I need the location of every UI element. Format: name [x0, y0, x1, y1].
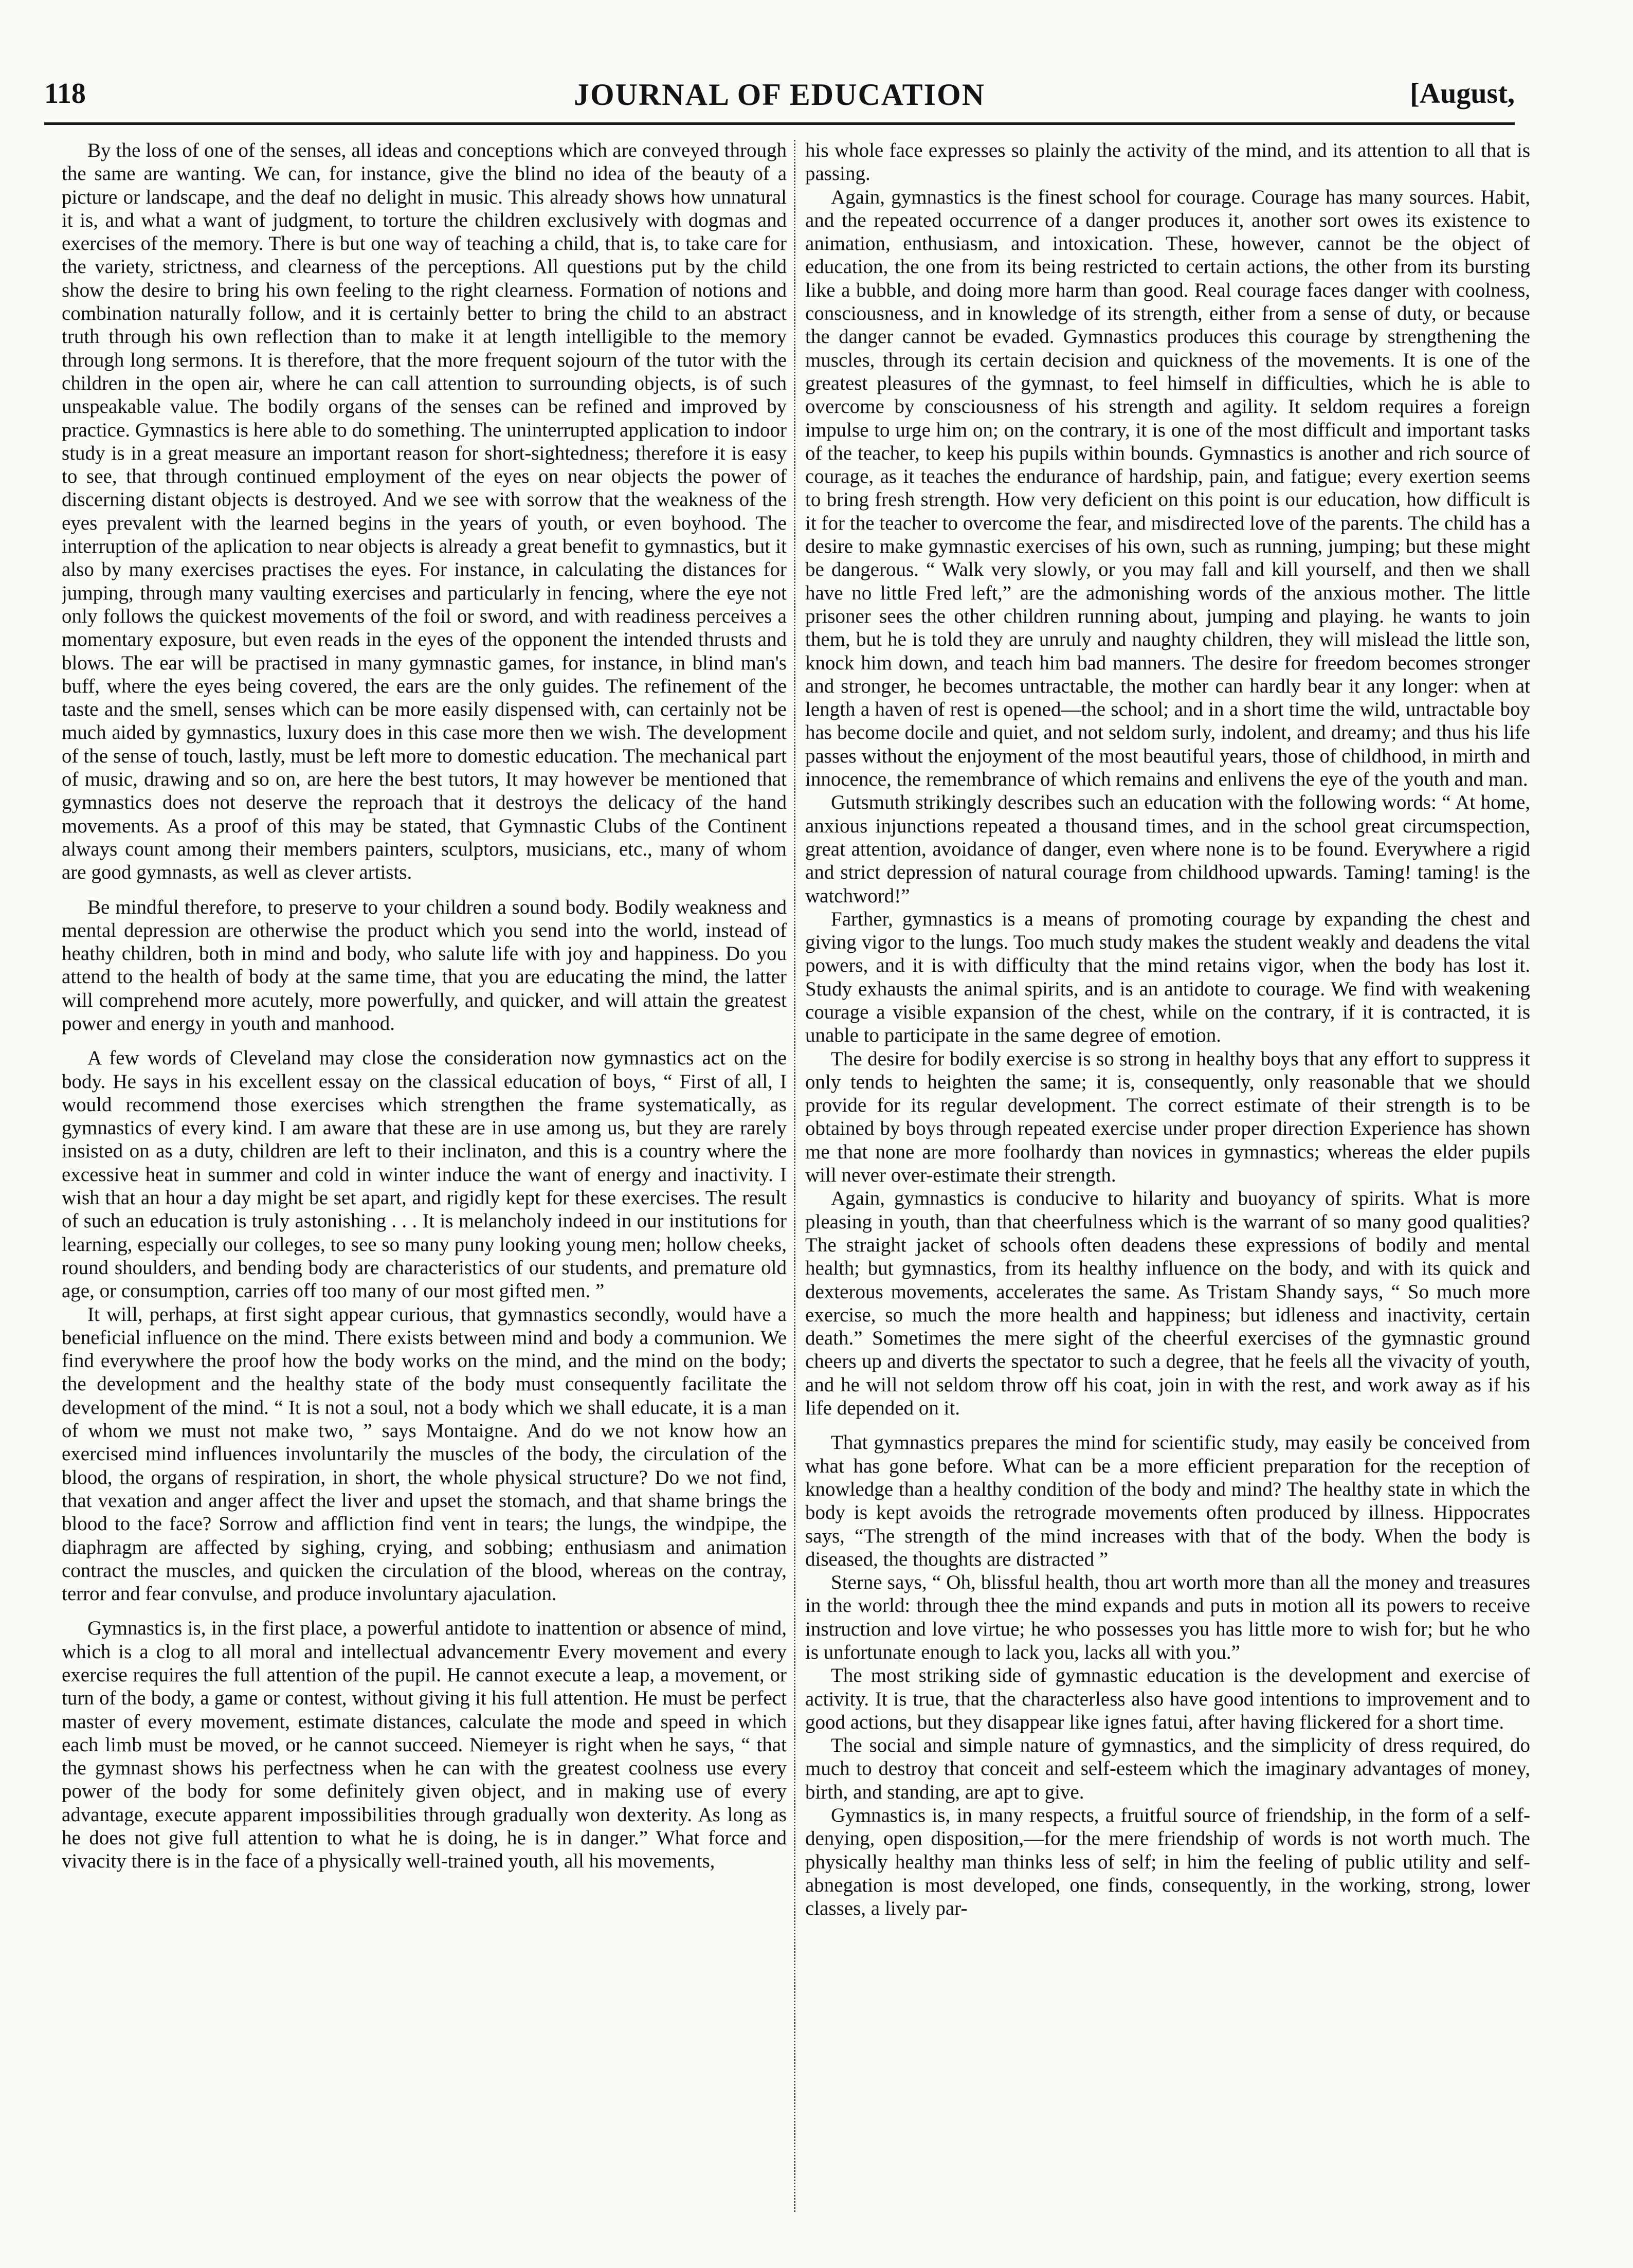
paragraph: Be mindful therefore, to preserve to your children a sound body. Bodily weakness and mental depression are otherwise the product which you send into the world, instead of heathy children, both in mind and body, who salute life with joy and happiness. Do you attend to the health of body at the same time, that you are educating the mind, the latter will comprehend more acutely, more powerfully, and quicker, and will attain the greatest power and energy in youth and manhood. — [62, 896, 787, 1035]
paragraph: Again, gymnastics is conducive to hilarity and buoyancy of spirits. What is more pleasing in youth, than that cheerfulness which is the warrant of so many good qualities? The straight jacket of schools often deadens these expressions of bodily and mental health; but gymnastics, from its healthy influence on the body, and with its quick and dexterous movements, accelerates the same. As Tristam Shandy says, “ So much more exercise, so much the more health and happiness; but idleness and inactivity, certain death.” Sometimes the mere sight of the cheerful exercises of the gymnastic ground cheers up and diverts the spectator to such a degree, that he feels all the vivacity of youth, and he will not seldom throw off his coat, join in with the rest, and work away as if his life depended on it. — [805, 1187, 1530, 1420]
journal-title: JOURNAL OF EDUCATION — [573, 78, 986, 112]
column-divider — [794, 140, 795, 2212]
paragraph: The social and simple nature of gymnastics, and the simplicity of dress required, do much to destroy that conceit and self-esteem which the imaginary advantages of money, birth, and standing, are apt to give. — [805, 1734, 1530, 1803]
paragraph: The desire for bodily exercise is so strong in healthy boys that any effort to suppress it only tends to heighten the same; it is, consequently, only reasonable that we should provide for its regular development. The correct estimate of their strength is to be obtained by boys through repeated exercise under proper direction Experience has shown me that none are more foolhardy than novices in gymnastics; whereas the elder pupils will never over-estimate their strength. — [805, 1047, 1530, 1187]
paragraph: his whole face expresses so plainly the activity of the mind, and its attention to all that is passing. — [805, 139, 1530, 185]
issue-month: [August, — [1410, 78, 1515, 110]
page-number: 118 — [44, 78, 86, 110]
paragraph: Farther, gymnastics is a means of promoting courage by expanding the chest and giving vigor to the lungs. Too much study makes the student weakly and deadens the vital powers, and it is with difficulty that the mind retains vigor, when the body has lost it. Study exhausts the animal spirits, and is an antidote to courage. We find with weakening courage a visible expansion of the chest, while on the contrary, if it is contracted, it is unable to participate in the same degree of emotion. — [805, 908, 1530, 1047]
paragraph: Gutsmuth strikingly describes such an education with the following words: “ At home, anxious injunctions repeated a thousand times, and in the school great circumspection, great attention, avoidance of danger, even where none is to be found. Everywhere a rigid and strict depression of natural courage from childhood upwards. Taming! taming! is the watchword!” — [805, 791, 1530, 907]
paragraph: The most striking side of gymnastic education is the development and exercise of activity. It is true, that the characterless also have good intentions to improvement and to good actions, but they disappear like ignes fatui, after having flickered for a short time. — [805, 1664, 1530, 1733]
paragraph: Gymnastics is, in many respects, a fruitful source of friendship, in the form of a self-denying, open disposition,—for the mere friendship of words is not worth much. The physically healthy man thinks less of self; in him the feeling of public utility and self-abnegation is most developed, one finds, consequently, in the working, strong, lower classes, a lively par- — [805, 1804, 1530, 1920]
paragraph: It will, perhaps, at first sight appear curious, that gymnastics secondly, would have a beneficial influence on the mind. There exists between mind and body a communion. We find everywhere the proof how the body works on the mind, and the mind on the body; the development and the healthy state of the body must consequently facilitate the development of the mind. “ It is not a soul, not a body which we shall educate, it is a man of whom we must not make two, ” says Montaigne. And do we not know how an exercised mind influences involuntarily the muscles of the body, the circulation of the blood, the organs of respiration, in short, the whole physical structure? Do we not find, that vexation and anger affect the liver and upset the stomach, and that shame brings the blood to the face? Sorrow and affliction find vent in tears; the lungs, the windpipe, the diaphragm are affected by sighing, crying, and sobbing; enthusiasm and animation contract the muscles, and quicken the circulation of the blood, whereas on the contray, terror and fear convulse, and produce involuntary ajaculation. — [62, 1303, 787, 1605]
left-column — [62, 139, 787, 2221]
header-rule — [44, 122, 1515, 125]
paragraph: A few words of Cleveland may close the consideration now gymnastics act on the body. He says in his excellent essay on the classical education of boys, “ First of all, I would recommend those exercises which strengthen the frame systematically, as gymnastics of every kind. I am aware that these are in use among us, but they are rarely insisted on as a duty, children are left to their inclinaton, and this is a country where the excessive heat in summer and cold in winter induce the want of energy and inactivity. I wish that an hour a day might be set apart, and rigidly kept for these exercises. The result of such an education is truly astonishing . . . It is melancholy indeed in our institutions for learning, especially our colleges, to see so many puny looking young men; hollow cheeks, round shoulders, and bending body are characteristics of our students, and premature old age, or consumption, carries off too many of our most gifted men. ” — [62, 1047, 787, 1302]
right-column — [805, 139, 1530, 2221]
paragraph: By the loss of one of the senses, all ideas and conceptions which are conveyed through the same are wanting. We can, for instance, give the blind no idea of the beauty of a picture or landscape, and the deaf no delight in music. This already shows how unnatural it is, and what a want of judgment, to torture the children exclusively with dogmas and exercises of the memory. There is but one way of teaching a child, that is, to take care for the variety, strictness, and clearness of the perceptions. All questions put by the child show the desire to bring his own feeling to the right clearness. Formation of notions and combination naturally follow, and it is certainly better to bring the child to an abstract truth through his own reflection than to make it at length intelligible to the memory through long sermons. It is therefore, that the more frequent sojourn of the tutor with the children in the open air, where he can call attention to surrounding objects, is of such unspeakable value. The bodily organs of the senses can be refined and improved by practice. Gymnastics is here able to do something. The uninterrupted application to indoor study is in a great measure an important reason for short-sightedness; therefore it is easy to see, that through continued employment of the eyes on near objects the power of discerning distant objects is destroyed. And we see with sorrow that the weakness of the eyes prevalent with the learned begins in the years of youth, or even boyhood. The interruption of the aplication to near objects is already a great benefit to gymnastics, but it also by many exercises practises the eyes. For instance, in calculating the distances for jumping, through many vaulting exercises and particularly in fencing, where the eye not only follows the quickest movements of the foil or sword, and with readiness perceives a momentary exposure, but even reads in the eyes of the opponent the intended thrusts and blows. The ear will be practised in many gymnastic games, for instance, in blind man's buff, where the eyes being covered, the ears are the only guides. The refinement of the taste and the smell, senses which can be more easily dispensed with, can certainly not be much aided by gymnastics, luxury does in this case more then we wish. The development of the sense of touch, lastly, must be left more to domestic education. The mechanical part of music, drawing and so on, are here the best tutors, It may however be mentioned that gymnastics does not deserve the reproach that it destroys the delicacy of the hand movements. As a proof of this may be stated, that Gymnastic Clubs of the Continent always count among their members painters, sculptors, musicians, etc., many of whom are good gymnasts, as well as clever artists. — [62, 139, 787, 884]
paragraph: Sterne says, “ Oh, blissful health, thou art worth more than all the money and treasures in the world: through thee the mind expands and puts in motion all its powers to receive instruction and love virtue; he who possesses you has little more to wish for; but he who is unfortunate enough to lack you, lacks all with you.” — [805, 1571, 1530, 1663]
paragraph: Gymnastics is, in the first place, a powerful antidote to inattention or absence of mind, which is a clog to all moral and intellectual advancementr Every movement and every exercise requires the full attention of the pupil. He cannot execute a leap, a movement, or turn of the body, a game or contest, without giving it his full attention. He must be perfect master of every movement, estimate distances, calculate the mode and speed in which each limb must be moved, or he cannot succeed. Niemeyer is right when he says, “ that the gymnast shows his perfectness when he can with the greatest coolness use every power of the body for some definitely given object, and in making use of every advantage, execute apparent impossibilities through gradually won dexterity. As long as he does not give full attention to what he is doing, he is in danger.” What force and vivacity there is in the face of a physically well-trained youth, all his movements, — [62, 1617, 787, 1873]
paragraph: Again, gymnastics is the finest school for courage. Courage has many sources. Habit, and the repeated occurrence of a danger produces it, another sort owes its existence to animation, enthusiasm, and intoxication. These, however, cannot be the object of education, the one from its being restricted to certain actions, the other from its bursting like a bubble, and doing more harm than good. Real courage faces danger with coolness, consciousness, and in knowledge of its strength, either from a sense of duty, or because the danger cannot be evaded. Gymnastics produces this courage by strengthening the muscles, through its certain decision and quickness of the movements. It is one of the greatest pleasures of the gymnast, to feel himself in difficulties, which he is able to overcome by consciousness of his strength and agility. It seldom requires a foreign impulse to urge him on; on the contrary, it is one of the most difficult and important tasks of the teacher, to keep his pupils within bounds. Gymnastics is another and rich source of courage, as it teaches the endurance of hardship, pain, and fatigue; every exertion seems to bring fresh strength. How very deficient on this point is our education, how difficult is it for the teacher to overcome the fear, and misdirected love of the parents. The child has a desire to make gymnastic exercises of his own, such as running, jumping; but these might be dangerous. “ Walk very slowly, or you may fall and kill yourself, and then we shall have no little Fred left,” are the admonishing words of the anxious mother. The little prisoner sees the other children running about, jumping and playing. he wants to join them, but he is told they are unruly and naughty children, they will mislead the little son, knock him down, and teach him bad manners. The desire for freedom becomes stronger and stronger, he becomes untractable, the mother can hardly bear it any longer: when at length a haven of rest is opened—the school; and in a short time the wild, untractable boy has become docile and quiet, and not seldom surly, indolent, and dreamy; and thus his life passes without the enjoyment of the most beautiful years, those of childhood, in mirth and innocence, the remembrance of which remains and enlivens the eye of the youth and man. — [805, 186, 1530, 791]
paragraph: That gymnastics prepares the mind for scientific study, may easily be conceived from what has gone before. What can be a more efficient preparation for the reception of knowledge than a healthy condition of the body and mind? The healthy state in which the body is kept avoids the retrograde movements often produced by illness. Hippocrates says, “The strength of the mind increases with that of the body. When the body is diseased, the thoughts are distracted ” — [805, 1431, 1530, 1570]
running-header — [44, 77, 1515, 118]
